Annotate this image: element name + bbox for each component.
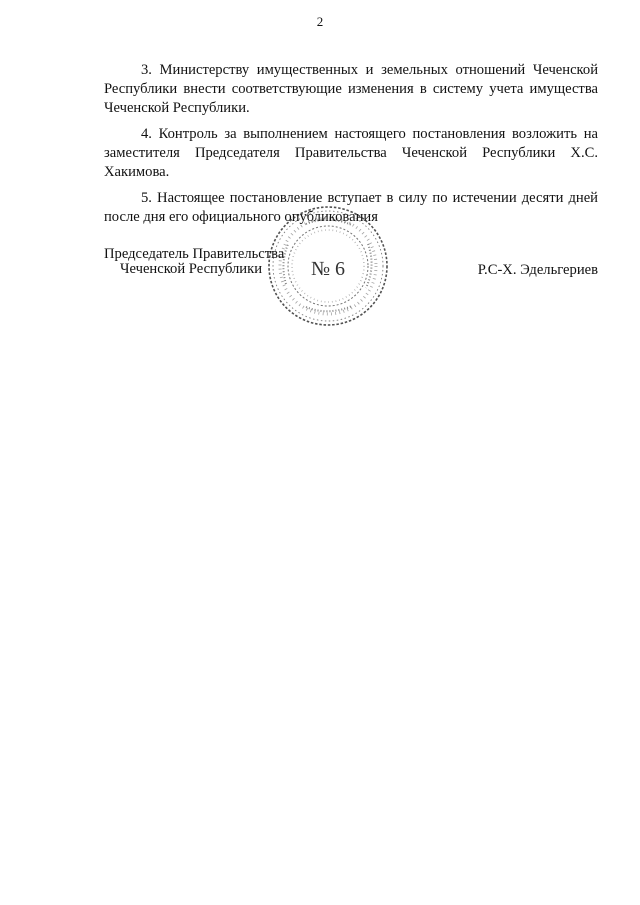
signatory-title-line1: Председатель Правительства bbox=[104, 246, 285, 262]
paragraph-4: 4. Контроль за выполнением настоящего постановления возложить на заместителя Председателя Правительства Чеченской Республики Х.С. Хакимова. bbox=[104, 126, 598, 180]
page-number: 2 bbox=[316, 14, 324, 29]
signatory-title-line2: Чеченской Республики bbox=[120, 261, 263, 277]
seal-number: № 6 bbox=[310, 258, 346, 280]
document-body bbox=[104, 61, 598, 227]
paragraph-5: 5. Настоящее постановление вступает в силу по истечении десяти дней после дня его официального опубликования bbox=[104, 190, 598, 225]
paragraph-3: 3. Министерству имущественных и земельных отношений Чеченской Республики внести соответствующие изменения в систему учета имущества Чеченской Республики. bbox=[104, 62, 598, 116]
signatory-title bbox=[104, 247, 284, 277]
signatory-name: Р.С-Х. Эдельгериев bbox=[477, 262, 598, 278]
official-seal bbox=[266, 204, 390, 328]
